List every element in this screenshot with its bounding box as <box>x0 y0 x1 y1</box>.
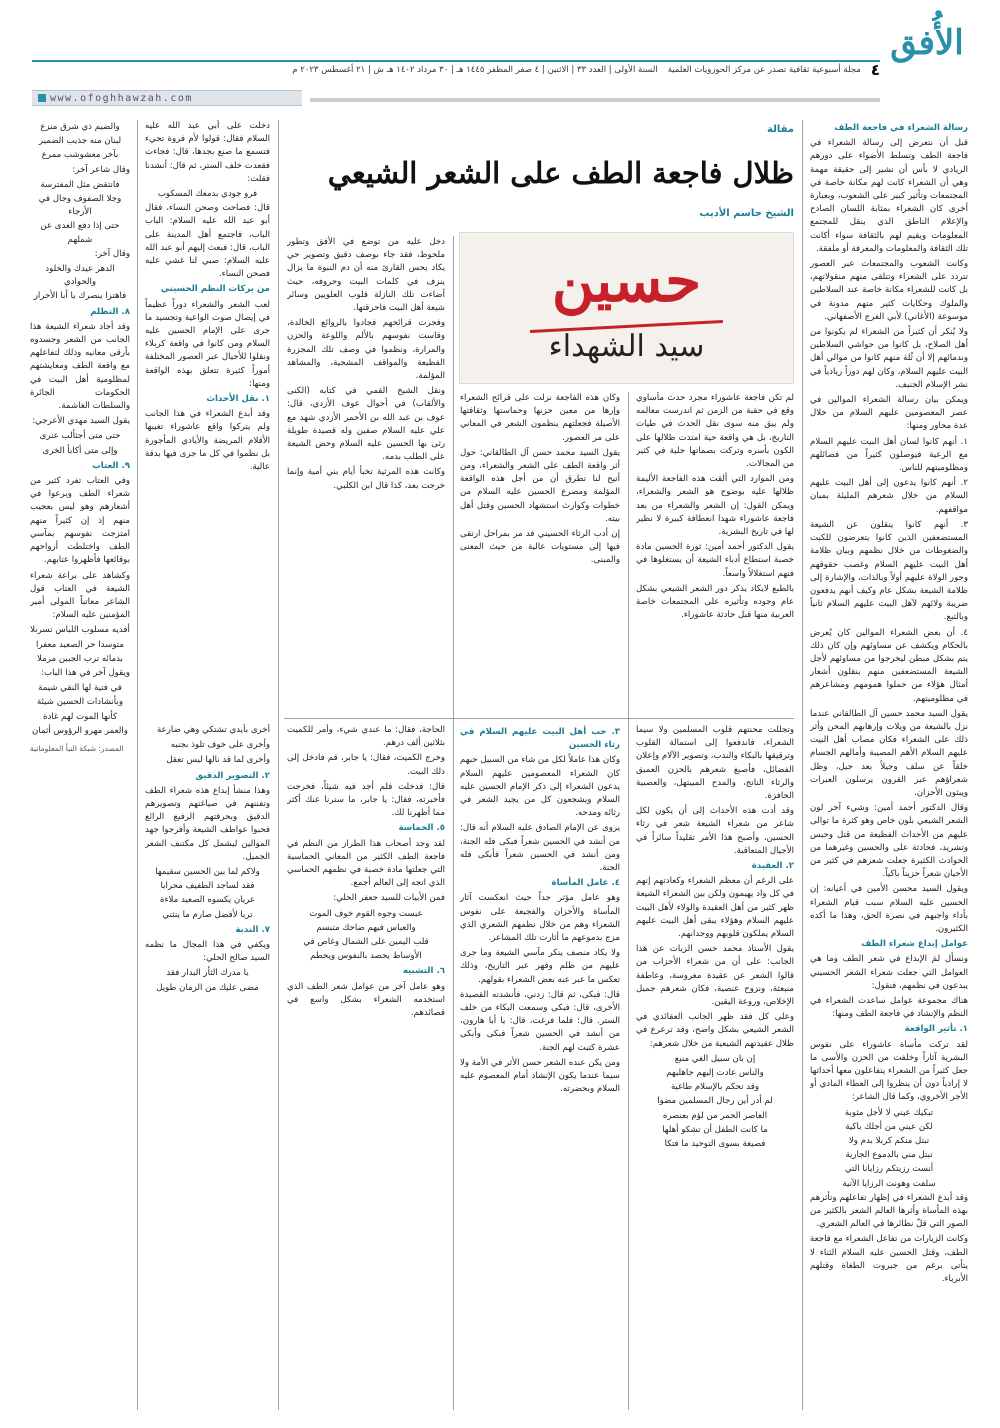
source-note: المصدر: شبكة النبأ المعلوماتية <box>30 743 124 753</box>
section-label: مقالة <box>767 124 794 135</box>
poem-verse: تبكيك عيني لا لأجل مثوبة <box>844 1107 934 1118</box>
paragraph: وقال الدكتور أحمد أمين: وشيء آخر لون الشعر الشيعي بلون خاص وهو كثرة ما توالى عليهم من الأحداث الفظيعة من قتل وحبس وتشريد، فحادثة على والحسين وغيرهما من الحوادث الكثيرة جعلت شعرهم في كثير من الأحيان شعراً حزيناً باكياً. <box>810 803 968 880</box>
paragraph: وقد أبدع الشعراء في هذا الجانب ولم يتركوا واقع عاشوراء تغيبها الأقلام المريضة والأيادي المأجورة بل نظموا في كل ما جرى فيها بدقة عالية. <box>145 409 270 473</box>
paragraph: على الرغم أن معظم الشعراء وكعادتهم إنهم في كل واد يهيمون ولكن بين الشعراء الشيعة ظهر كثير من أهل العقيدة والولاء لأهل البيت عليهم السلام وهؤلاء يبقى أهل البيت عليهم السلام يملكون قلوبهم ووجدانهم. <box>636 876 794 940</box>
column-3-bottom <box>460 724 620 1410</box>
paragraph: ويقول آخر في هذا الباب: <box>41 667 130 678</box>
poem-verse: أنست رزيتكم رزايانا التي <box>844 1164 934 1175</box>
paragraph: وقد أجاد شعراء الشيعة هذا الجانب من الشعر وجسدوه بأرقى معانيه وذلك لتفاعلهم مع واقعة الطف ومعايشتهم لمظلومية أهل البيت في الحكومات الجائرة والسلطات الغاشمة. <box>30 321 130 412</box>
column-4-bottom <box>287 724 445 1410</box>
paragraph: وقد أبدع الشعراء في إظهار تفاعلهم وتأثرهم بهذه المأساة وأثرها العالم الشعر بالكثير من الصور التي قلّ نظائرها في العالم الشعري. <box>810 1192 968 1230</box>
paragraph: ونسأل لمَ الإبداع في شعر الطف وما هي العوامل التي جعلت شعراء الشعر الحسيني يبدعون في نظمهم، فنقول: <box>810 954 968 991</box>
subheading: من بركات النظم الحسيني <box>160 284 270 295</box>
paragraph: وأخرى لما قد نالها ليس تعقل <box>166 755 270 766</box>
paragraph: يروى عن الإمام الصادق عليه السلام أنه قال: من أنشد في الحسين شعراً فبكى فله الجنة، ومن أنشد في الحسين شعراً فأبكى فله الجنة. <box>460 823 620 874</box>
calligraphy-main: حسين <box>551 247 702 315</box>
poem-verse: في فتية لها النقي شيمة <box>38 683 122 694</box>
poem-verse: حتى إذا دفع العدى عن شملهم <box>40 221 120 245</box>
paragraph: وقد أدت هذه الأحداث إلى أن يكون لكل شاعر من شعراء الشيعة شعر في رثاء الحسين، وأصبح هذا الأمر تقليداً سائراً في الأجيال المتعاقبة. <box>636 806 794 856</box>
subheading: ٣. حب أهل البيت عليهم السلام في رثاء الحسين <box>460 727 620 751</box>
poem-verse: وبأنشادات الحسين شيئة <box>37 697 123 708</box>
paragraph: وكانت الشعوب والمجتمعات عبر العصور تتردد على الشعراء وتتلقى منهم منقولاتهم، بل كانت للشعراء مكانة خاصة عند السلاطين والملوك وحكايات كثير منهم مدونة في موسوعة (الأغاني) لأبي الفرج الأصفهاني. <box>810 259 968 322</box>
paragraph: وهذا منشأ إبداع هذه شعراء الطف وتفننهم في صياغتهم وتصويرهم الدقيق وبحرفتهم الرفيع الرائع فحبوا عواطف الشيعة وأفرجوا جهد الموالين ليشمل كل مكتنف الشعر الجميل. <box>145 785 270 862</box>
poem-verse: لبنان منه جذيب الضمير <box>38 136 122 147</box>
article-title: ظلال فاجعة الطف على الشعر الشيعي <box>327 156 794 190</box>
poem-verse: مضى عليك من الزمان طويل <box>156 982 259 993</box>
paragraph: ٣. أنهم كانوا ينقلون عن الشيعة المستضعفين الذين كانوا يتعرضون للكبت والضغوطات من خلال نظمهم وبيان ظلامة أهل البيت عليهم السلام وغصب حقوقهم وجور الولاة عليهم أولاً وبالذات، والإشارة إلى ظلامة الشيعة بشكل عام وكيف أنهم يدفعون ضريبة ولائهم لآهل البيت عليهم السلام ثانياً وبالتبع. <box>810 519 968 623</box>
paragraph: قال: فدخلت فلم أجد فيه شيئاً، فخرجت فأخبرته، فقال: يا جابر، ما سترنا عنك أكثر مما أظهرنا لك. <box>287 781 445 819</box>
poem-verse: وإلى متى أكابأ الخرى <box>42 445 118 456</box>
paragraph: وعلى كل فقد ظهر الجانب العقائدي في الشعر الشيعي بشكل واضح، وقد ترعرع في ظلال عقيدتهم الشيعية من خلال شعرهم: <box>636 1012 794 1049</box>
subheading: ١. نقل الأحداث <box>206 394 270 405</box>
paragraph: يقول السيد مهدي الأعرجي: <box>32 416 130 427</box>
paragraph: لقد وجد أصحاب هذا الطراز من النظم في فاجعة الطف الكثير من المعاني الحماسية التي جعلتها مادة خصبة في نظمهم الحماسي الذي اتجه إلى العالم أجمع. <box>287 838 445 889</box>
column-5-bottom <box>145 724 270 1410</box>
poem-verse: لكن عيني من أجلك باكية <box>845 1121 933 1132</box>
article-divider <box>284 718 794 719</box>
magazine-logo[interactable]: الأُفق <box>890 23 964 63</box>
paragraph: وخرج الكميت، فقال: يا جابر، قم فادخل إلى ذلك البيت. <box>287 753 445 777</box>
poem-verse: بآخر معشوشب ممرع <box>41 150 119 161</box>
paragraph: بالطبع لايكاد يذكر دور الشعر الشيعي بشكل عام وجوده وتأثيره على المجتمعات خاصة العربية منها قبل حادثة عاشوراء. <box>636 583 794 621</box>
poem-verse: متوسدا حر الصعيد معفرا <box>36 639 124 650</box>
poem-verse: فصيغة بسوى التوحيد ما فتكا <box>664 1139 766 1150</box>
paragraph: ١. أنهم كانوا لسان أهل البيت عليهم السلام مع الرعية فيوصلون كثيراً من فضائلهم ومظلوميتهم للناس. <box>810 436 968 474</box>
paragraph: وهو عامل مؤثر جداً حيث انعكست آثار المأساة والأحزان والفجيعة على نفوس الشعراء وهم من خلال نظمهم الشعري الذي مزج بدموعهم ما أثارت تلك المشاعر. <box>460 893 620 944</box>
paragraph: ويمكن بيان رسالة الشعراء الموالين في عصر المعصومين عليهم السلام من خلال عدة محاور ومنها: <box>810 395 968 432</box>
square-icon <box>38 94 46 102</box>
poem-verse: والضيم ذي شرق منزع <box>40 122 120 132</box>
paragraph: ولا يُنكر أن كثيراً من الشعراء لم يكونوا من أهل الصلاح، بل كانوا من حواشي السلاطين وندمائهم إلا أن ثُلة منهم كانوا من موالي أهل البيت عليهم السلام، وكان لهم دوراً ريادياً في نشر الإسلام الحنيف. <box>810 327 968 390</box>
paragraph: لعب الشعر والشعراء دوراً عظيماً في إيصال صوت الواعية وتجسيد ما جرى على الإمام الحسين عليه السلام ومن كانوا في واقعة كربلاء ونقلوا للأجيال عبر العصور المختلفة أموراً كثيرة تتعلق بهذه الواقعة ومنها: <box>145 299 270 389</box>
issue-info: السنة الأولى | العدد ٣٣ | الاثنين | ٤ صفر المظفر ١٤٤٥ هـ | ٣٠ مرداد ١٤٠٢ هـ ش | ٢١ أغسطس ٢٠٢٣ م <box>292 65 658 75</box>
subheading: عوامل إبداع شعراء الطف <box>861 939 968 950</box>
paragraph: وكشاهد على براعة شعراء الشيعة في العتاب قول الشاعر معاتباً المولى أمير المؤمنين عليه السلام: <box>30 570 130 621</box>
poem-verse: عريان يكسوه الصعيد ملاءة <box>159 895 256 906</box>
paragraph: ومن يكن عنده الشعر حسن الأثر في الأمة ولا سيما عندما يكون الإنشاد أمام المعصوم عليه السلام وبحضرته. <box>460 1057 620 1095</box>
paragraph: وهو عامل آخر من عوامل شعر الطف الذي استخدمه الشعراء بشكل واسع في قصائدهم. <box>287 981 445 1019</box>
poem-verse: إن بان سبيل الغي منبع <box>674 1053 756 1064</box>
paragraph: قال: فبكى، ثم قال: زدني، فأنشدته القصيدة الأخرى، قال: فبكى وسمعت البكاء من خلف الستر. قال: فلما فرغت، قال: يا أبا هارون، من أنشد في الحسين شعراً فبكى وأبكى عشرة كتبت لهم الجنة. <box>460 989 620 1053</box>
paragraph: فمن الأبيات للسيد جعفر الحلي: <box>333 893 445 904</box>
masthead-info <box>292 61 880 79</box>
paragraph: يقول السيد محمد حسن آل الطالقاني: حول أثر واقعة الطف على الشعر والشعراء، ومن أتيح لنا تطرق أن من أجل هذه الواقعة المؤلمة ومصرع الحسين عليه السلام من خطوات وكوارث استشهاد الحسين وقتل أهل بيته. <box>460 447 620 524</box>
paragraph: وقال شاعر آخر: <box>72 164 130 175</box>
subheading: ٤. عامل المأساة <box>551 878 620 889</box>
paragraph: يقول السيد محمد حسين آل الطالقاني عندما نزل بالشيعة من ويلات وإرهابهم المحن وأثر ذلك على الشعراء فكان مصاب أهل البيت عليهم السلام الأهم المصيبة وأمالهم الجسام خلقاً عن سلف وجيلاً بعد جيل، وظل شعراؤهم عبر القرون يرسلون العبرات ويبثون الأحزان. <box>810 708 968 798</box>
subheading: ٧. الندبة <box>235 924 270 935</box>
paragraph: قال: فصاحت وصحن النساء، فقال أبو عبد الله عليه السلام: الباب الباب، فاجتمع أهل المدينة على الباب، قال: فبعث إليهم أبو عبد الله عليه السلام: صبي لنا غشي عليه فصحن النساء. <box>145 203 270 280</box>
paragraph: دخل عليه من توضع في الأفق وتطور ملحوظ، فقد جاء بوصف دقيق وتصوير حي يكاد يحس القارئ منه أن دم النبوة ما يزال ينزف في كلمات البيت وحروفه، حيث أضاءت تلك النازلة قلوب العلويين وسائر شيعة أهل البيت فاحرقتها. <box>287 237 445 314</box>
paragraph: ومن الموارد التي ألقت هذه الفاجعة الأليمة ظلالها عليه بوضوح هو الشعر والشعراء، ويمكن القول: إن الشعر والشعراء من بعد فاجعة عاشوراء شهدا انعطافة كبيرة لا نظير لها في تاريخ البشرية. <box>636 474 794 538</box>
paragraph: ٢. أنهم كانوا يدعون إلى أهل البيت عليهم السلام من خلال شعرهم المليئة بمبان مواقفهم. <box>810 478 968 515</box>
poem-verse: فاهتزا ينصرك يا أبا الأحرار <box>33 291 127 302</box>
column-5-top <box>145 120 270 712</box>
subheading: ٦. التشبيه <box>402 966 445 977</box>
column-rule <box>137 120 138 1410</box>
paragraph: إن أدب الرثاء الحسيني قد مر بمراحل ارتقى فيها إلى مستويات عالية من حيث المعنى والمبنى. <box>460 529 620 566</box>
poem-verse: لم أدر أين رجال المسلمين مضوا <box>657 1096 773 1107</box>
subheading: ٨. التظلم <box>90 306 130 317</box>
poem-verse: تبتل مني بالدموع الجارية <box>845 1150 933 1161</box>
paragraph: وكان هذا عاملاً لكل من شاء من السبيل حبهم كان الشعراء المعصومين عليهم السلام يدعون الشعراء إلى ذكر الإمام الحسين عليه السلام ويشجعون كل من يجيد الشعر في رثائه ومدحه. <box>460 755 620 819</box>
paragraph: قبل أن نتعرض إلى رسالة الشعراء في فاجعة الطف وتسلط الأضواء على دورهم الريادي لا بأس أن نشير إلى حقيقة مهمة وهي أن الشعراء كانت لهم مكانة خاصة في المجتمعات وتأثير كبير على الشعوب، وبعبارة أخرى كان الشعراء بمثابة اللسان الصادح والإعلام الناطق الذي ينقل للمجتمع المعلومات ويقيم لهم بالثقافة سواء أكانت تلك الثقافة والمعلومات والمعرفة أو ملفقة. <box>810 138 968 254</box>
poem-verse: سلفت وهونت الرزايا الآتية <box>842 1178 936 1189</box>
paragraph: ٤. أن بعض الشعراء الموالين كان يُعرض بالحكام ويكشف عن مساوئهم وإن كان ذلك يتم بشكل مبطن ليخرجوا من مساوئهم لأجل الشيعة المستضعفين منهم بنقلون أشعار أمثال هؤلاء من حملوا همومهم ومشاعرهم في مظلوميتهم. <box>810 627 968 704</box>
paragraph: ونقل الشيخ القمي في كتابه (الكنى والألقاب) في أحوال عوف الأزدي، قال: عوف بن عبد الله بن الأحمر الأزدي شهد مع علي عليه السلام صفين وله قصيدة طويلة رثى بها الحسين عليه السلام وحض الشيعة على الطلب بدمه. <box>287 386 445 463</box>
poem-verse: بدمائه ترب الجبين مرملا <box>37 653 123 664</box>
website-strip[interactable] <box>32 90 302 106</box>
column-1 <box>810 120 968 1410</box>
paragraph: يقول الأستاذ محمد حسن الزيات عن هذا الجانب: على أن من شعراء الأحزاب من قالوا الشعر عن عقيدة مغروسة، وعاطفة منبعثة، ونزوح عنصية، فكان شعرهم جميل الإخلاص، وروعة اليقين. <box>636 944 794 1008</box>
poem-verse: فقد لساجد الطفيف محرابا <box>160 881 255 892</box>
header-divider <box>310 98 880 102</box>
poem-verse: وقد تحكم بالإسلام طاغية <box>670 1082 760 1093</box>
paragraph: لم تكن فاجعة عاشوراء مجرد حدث مأساوي وقع في حقبة من الزمن ثم اندرست معالمه ولم يبق منه سوى نقل الحدث في طيات التاريخ، بل هي واقعة حية امتدت ظلالها على الكون بأسره وتركت بصماتها جلية في كثير من المجالات. <box>636 393 794 470</box>
column-rule <box>628 392 629 1410</box>
poem-verse: تربا لأفضل صارم ما ينثني <box>162 909 253 920</box>
poem-verse: والعباس فيهم ضاحك متبسم <box>316 922 416 933</box>
poem-verse: أفديه مسلوب اللباس تسرنلا <box>30 625 130 636</box>
poem-verse: يا مدرك الثأر البدار فقد <box>166 968 249 979</box>
article-author: الشيخ جاسم الأديب <box>699 208 794 219</box>
paragraph: يقول الدكتور أحمد أمين: ثورة الحسين مادة خصبة استطاع أدباء الشيعة أن يستغلوها في فنهم استغلالاً واسعاً. <box>636 542 794 579</box>
subheading: ٢. العقيدة <box>751 861 794 872</box>
paragraph: ويقول السيد محسن الأمين في أعيانه: إن الحسين عليه السلام سبب قيام الشعراء بأداء واجبهم في نصرة الحق، وهذا ما أكده الكثيرون. <box>810 884 968 934</box>
poem-verse: فرو جودي بدمعك المسكوب <box>157 189 258 200</box>
paragraph: وفجرت قرائحهم فجادوا بالروائع الخالدة، وقاست نفوسهم بالألم واللوعة والحزن والمرارة، ونظموا في وصف تلك المجزرة الفظيعة والمواقف المشجية، والمشاهد المؤلمة. <box>287 318 445 382</box>
poem-verse: عبست وجوه القوم خوف الموت <box>309 908 423 919</box>
column-rule <box>802 120 803 1410</box>
poem-verse: الأوساط يحصد بالنفوس ويحطم <box>310 951 422 962</box>
website-url[interactable]: www.ofoghhawzah.com <box>50 92 193 104</box>
calligraphy-image <box>459 232 794 384</box>
poem-verse: والعمر مهرو الرؤوس أثمان <box>32 725 128 736</box>
page-number: ٤ <box>870 61 880 79</box>
calligraphy-sub: سيد الشهداء <box>548 329 705 364</box>
subheading: ٥. الحماسة <box>398 823 445 834</box>
poem-verse: العاصر الحمر من لؤم بعنصره <box>662 1110 768 1121</box>
subheading: ١. تأثير الواقعة <box>904 1024 968 1035</box>
poem-verse: حتى متى أجثألب عنرى <box>39 431 121 442</box>
column-6 <box>30 120 130 1410</box>
paragraph: وفي العتاب تفرد كثير من شعراء الطف وبرعوا في أشعارهم وهو ليس بعجيب منهم إذ إن كثيراً منهم امتزجت نفوسهم بمآسي الطف واختلطت أرواحهم بوقائعها فأظهروا عتابهم. <box>30 476 130 566</box>
subheading: ٢. التصوير الدقيق <box>195 770 270 781</box>
poem-verse: الدهر عيدك والخلود والحوادي <box>45 264 115 288</box>
poem-verse: والناس عادت إليهم جاهليهم <box>666 1068 764 1079</box>
magazine-description: مجلة أسبوعية ثقافية تصدر عن مركز الحوزويات العلمية <box>667 65 861 75</box>
paragraph: وتجللت محنتهم قلوب المسلمين ولا سيما الشعراء، فاندفعوا إلى استمالة القلوب وترقيقها بالبكاء والندب، وتصوير الآلام وإعلان الفضائل، فأصبغ شعرهم بالحزن العميق والرثاء الناتج، والمدح المبيتهل، والعصبية الحافزة. <box>636 725 794 802</box>
column-4-top <box>287 236 445 712</box>
poem-verse: تبتل منكم كربلا بدم ولا <box>848 1136 930 1147</box>
paragraph: وكانت هذه المرثية تخبأ أيام بني أمية وإنما خرجت بعد، كذا قال ابن الكلبي. <box>287 467 445 491</box>
column-rule <box>278 120 279 1410</box>
masthead <box>0 0 1000 108</box>
paragraph: ويكفي في هذا المجال ما نظمه السيد صالح الحلي: <box>145 940 270 964</box>
subheading: رسالة الشعراء في فاجعة الطف <box>834 123 968 133</box>
paragraph: أخرى بأيدي تشتكي وهي ضارعة <box>157 725 270 735</box>
paragraph: لقد تركت مأساة عاشوراء على نفوس البشرية آثاراً وخلفت من الحزن والأسى ما جعل كثيراً من الشعراء يتفاعلون معها أحداثها لا إرادياً دون أن ينظروا إلى العطاء المادي أو الأجر الأخروي، وكما قال الشاعر: <box>810 1039 968 1103</box>
poem-verse: فانتقض مثل المفترسة <box>40 179 120 190</box>
paragraph: وكان هذه الفاجعة نزلت على قرائح الشعراء وإرها من معين حزنها وحماستها وثقافتها الأصيلة فجعلتهم ينظمون الشعر في المعاني على مر العصور. <box>460 393 620 443</box>
paragraph: هناك مجموعة عوامل ساعدت الشعراء في النظم والإنشاد في فاجعة الطف ومنها: <box>810 996 968 1020</box>
paragraph: وكانت الزيارات من تفاعل الشعراء مع فاجعة الطف، وقتل الحسين عليه السلام الثناء لا يتأتى برغم من جبروت الطغاة وقتلهم الأبرياء. <box>810 1234 968 1285</box>
column-3-top <box>460 392 620 712</box>
column-2-top <box>636 392 794 712</box>
paragraph: وأخرى على خوف تلوذ بجنبه <box>170 740 270 751</box>
poem-verse: ولاكم لما بين الحسين سقيمها <box>155 867 260 878</box>
poem-verse: ما كانت الطفل أن تشكو أهلها <box>662 1124 768 1135</box>
paragraph: الحاجة، فقال: ما عندي شيء، وأمر للكميت بثلاثين ألف درهم. <box>287 725 445 749</box>
paragraph: ولا يكاد منصف ينكر مآسي الشيعة وما جرى عليهم من ظلم وقهر عبر التاريخ، وذلك تعكس ما عبر عنه بعض الشعراء بقولهم. <box>460 948 620 985</box>
poem-verse: قلب اليمين على الشمال وغاص في <box>303 937 429 948</box>
poem-verse: كأنها الموت لهم غادة <box>42 711 118 722</box>
poem-verse: وجلا الصفوف وجال في الأرجاء <box>38 194 122 218</box>
paragraph: وقال آخر: <box>94 248 130 259</box>
column-rule <box>453 236 454 1410</box>
paragraph: دخلت على أبي عبد الله عليه السلام فقال: قولوا لأم فروة تجيء فتسمع ما صنع بجدها، قال: فجاءت فقعدت خلف الستر، ثم قال: أنشدنا فقلت: <box>145 121 270 184</box>
column-2-bottom <box>636 724 794 1410</box>
subheading: ٩. العتاب <box>92 460 130 471</box>
